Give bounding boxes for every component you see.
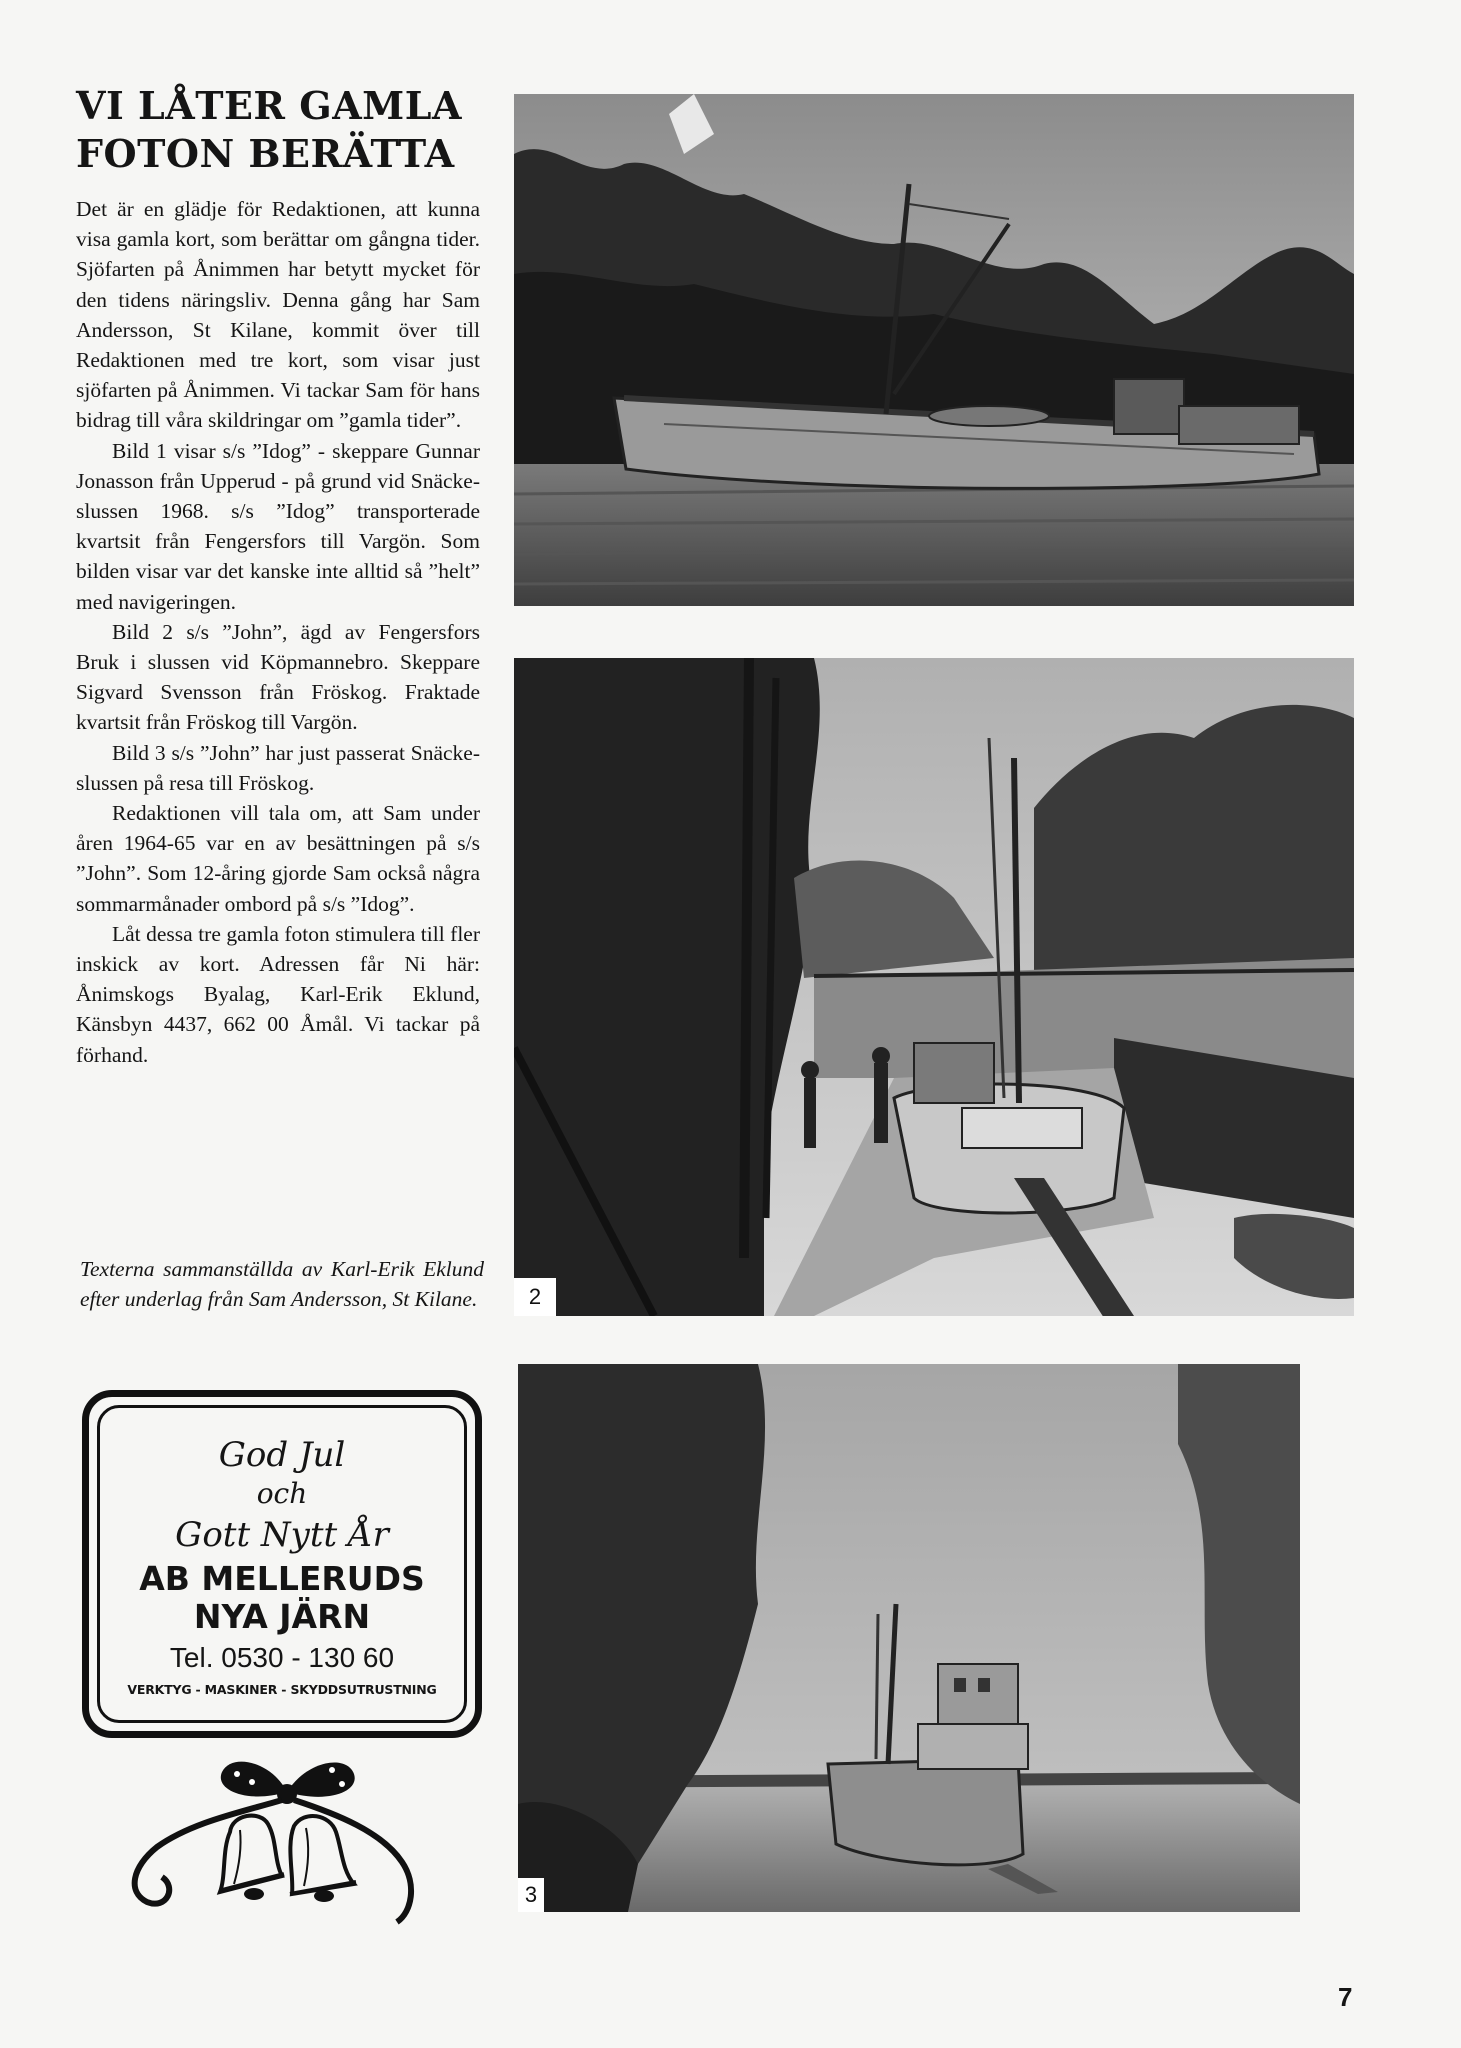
paragraph: Låt dessa tre gamla foton stimulera till fler inskick av kort. Adressen får Ni här: Ånimskogs Byalag, Karl-Erik Eklund, Känsbyn 4437, 662 00 Åmål. Vi tackar på förhand. <box>76 921 480 1067</box>
christmas-bells-icon <box>122 1752 442 1927</box>
article-body <box>76 194 480 1070</box>
paragraph: Bild 3 s/s ”John” har just passerat Snäcke-slussen på resa till Fröskog. <box>76 740 480 795</box>
ad-greeting-2: och <box>256 1477 308 1510</box>
ad-inner-frame <box>97 1405 467 1723</box>
article-credit: Texterna sammanställda av Karl-Erik Eklund efter underlag från Sam Andersson, St Kilane. <box>80 1257 484 1311</box>
photo-john-in-lock <box>514 658 1354 1316</box>
paragraph: Redaktionen vill tala om, att Sam under åren 1964-65 var en av besättningen på s/s ”John”. Som 12-åring gjorde Sam också några sommarmånader ombord på s/s ”Idog”. <box>76 801 480 916</box>
ad-greeting-1: God Jul <box>218 1435 346 1475</box>
ad-greeting-3: Gott Nytt År <box>175 1515 389 1555</box>
ad-products: VERKTYG - MASKINER - SKYDDSUTRUSTNING <box>127 1682 437 1697</box>
ad-company-line-1: AB MELLERUDS <box>139 1559 425 1598</box>
title-line-1: VI LÅTER GAMLA <box>76 83 462 128</box>
photo-number-3: 3 <box>518 1878 544 1912</box>
paragraph: Det är en glädje för Redaktionen, att kunna visa gamla kort, som berättar om gångna tider. Sjöfarten på Ånimmen har betytt mycket för den tidens näringsliv. Denna gång har Sam Andersson, St Kilane, kommit över till Redaktionen med tre kort, som visar just sjöfarten på Ånimmen. Vi tackar Sam för hans bidrag till våra skildringar om ”gamla tider”. <box>76 197 480 433</box>
page-number: 7 <box>1338 1982 1353 2012</box>
photo-john-leaving-lock <box>518 1364 1300 1912</box>
ad-telephone: Tel. 0530 - 130 60 <box>169 1642 395 1673</box>
photo-idog-aground <box>514 94 1354 606</box>
paragraph: Bild 1 visar s/s ”Idog” - skeppare Gunnar Jonasson från Upperud - på grund vid Snäcke-slussen 1968. s/s ”Idog” transporterade kvartsit från Fengersfors till Vargön. Som bilden visar var det kanske inte alltid så ”helt” med navigeringen. <box>76 438 480 614</box>
title-line-2: FOTON BERÄTTA <box>76 131 455 176</box>
christmas-ad <box>82 1390 482 1738</box>
ad-company-line-2: NYA JÄRN <box>193 1597 371 1636</box>
photo-number-2: 2 <box>514 1278 556 1316</box>
article-title <box>76 82 486 178</box>
paragraph: Bild 2 s/s ”John”, ägd av Fengersfors Bruk i slussen vid Köpmannebro. Skeppare Sigvard Svensson från Fröskog. Fraktade kvartsit från Fröskog till Vargön. <box>76 619 480 735</box>
